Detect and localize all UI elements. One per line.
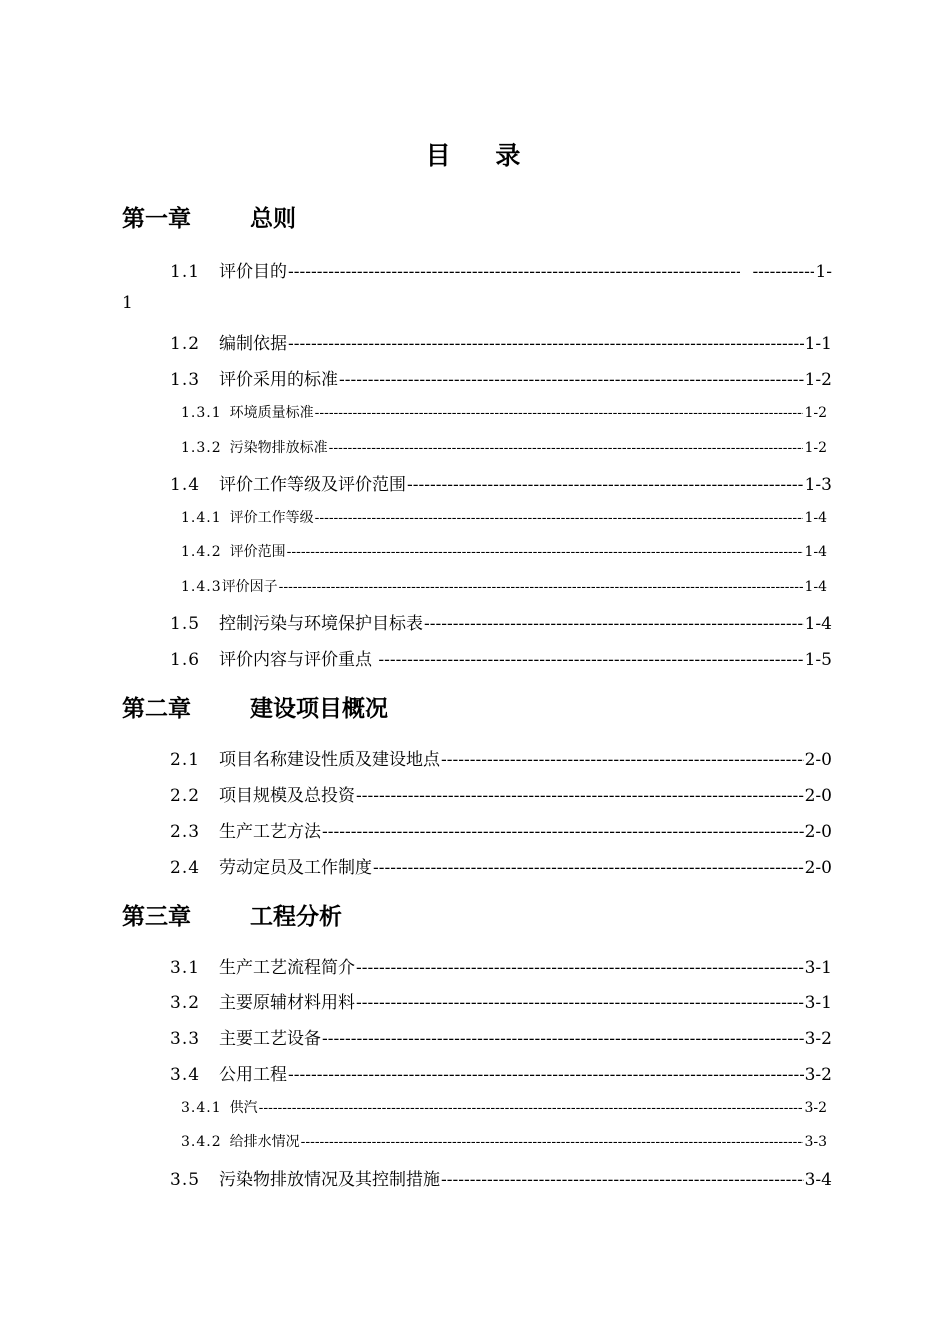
toc-title: 目 录: [425, 141, 539, 170]
chapter-heading: [122, 690, 388, 723]
entry-label: 评价内容与评价重点: [219, 650, 378, 670]
entry-number: 3.4.2: [181, 1134, 222, 1150]
entry-number: 3.2: [170, 993, 201, 1013]
entry-page: 2-0: [804, 822, 832, 842]
entry-number: 2.2: [170, 786, 201, 806]
dot-leader: [288, 262, 740, 282]
entry-label: 劳动定员及工作制度: [219, 858, 372, 878]
entry-page: 2-0: [804, 858, 832, 878]
entry-page: 3-4: [804, 1170, 832, 1190]
entry-page: 1-2: [804, 405, 827, 421]
entry-label: 给排水情况: [229, 1134, 300, 1150]
dot-leader: [279, 579, 804, 595]
dot-leader: [315, 405, 804, 421]
entry-number: 1.4: [170, 475, 201, 495]
chapter-heading: [122, 200, 296, 233]
entry-number: 3.5: [170, 1170, 201, 1190]
toc-entry[interactable]: [170, 470, 832, 495]
toc-entry[interactable]: [181, 437, 827, 457]
entry-page: 1-1: [804, 334, 832, 354]
entry-number: 1.1: [170, 262, 201, 282]
entry-page: 1-4: [804, 579, 827, 595]
entry-label: 评价因子: [221, 579, 278, 595]
dot-leader: [356, 993, 804, 1013]
dot-leader: [378, 650, 803, 670]
entry-label: 评价范围: [229, 544, 286, 560]
toc-entry[interactable]: [170, 1165, 832, 1190]
toc-entry[interactable]: [170, 853, 832, 878]
entry-page: 1-4: [804, 510, 827, 526]
entry-number: 2.1: [170, 750, 201, 770]
dot-leader: [356, 786, 804, 806]
toc-entry[interactable]: [170, 988, 832, 1013]
chapter-number: 第二章: [122, 696, 191, 722]
entry-label: 主要原辅材料用料: [219, 993, 355, 1013]
dot-leader: [356, 958, 804, 978]
entry-number: 1.2: [170, 334, 201, 354]
dot-leader: [407, 475, 804, 495]
entry-label: 项目规模及总投资: [219, 786, 355, 806]
entry-label: 环境质量标准: [229, 405, 314, 421]
toc-entry[interactable]: [181, 576, 827, 596]
toc-entry[interactable]: [170, 645, 832, 670]
entry-label: 主要工艺设备: [219, 1029, 321, 1049]
entry-page: 1-4: [804, 544, 827, 560]
entry-number: 2.3: [170, 822, 201, 842]
toc-entry[interactable]: [170, 365, 832, 390]
entry-label: 评价工作等级及评价范围: [219, 475, 406, 495]
entry-label: 编制依据: [219, 334, 287, 354]
entry-label: 评价工作等级: [229, 510, 314, 526]
dot-leader: [322, 1029, 804, 1049]
toc-entry[interactable]: [170, 257, 832, 282]
dot-leader: [315, 510, 804, 526]
entry-page: 2-0: [804, 750, 832, 770]
entry-number: 3.4.1: [181, 1100, 222, 1116]
entry-number: 1.3.1: [181, 405, 222, 421]
dot-leader: [259, 1100, 804, 1116]
entry-label: 生产工艺流程简介: [219, 958, 355, 978]
entry-number: 1.4.3: [181, 579, 222, 595]
entry-label: 生产工艺方法: [219, 822, 321, 842]
dot-leader: [752, 262, 814, 282]
entry-number: 3.3: [170, 1029, 201, 1049]
toc-entry[interactable]: [170, 1060, 832, 1085]
entry-number: 1.4.2: [181, 544, 222, 560]
toc-entry[interactable]: [170, 329, 832, 354]
entry-label: 污染物排放标准: [229, 440, 328, 456]
chapter-title: 工程分析: [250, 904, 342, 930]
entry-page: 3-1: [804, 958, 832, 978]
dot-leader: [373, 858, 804, 878]
dot-leader: [301, 1134, 804, 1150]
entry-label: 公用工程: [219, 1065, 287, 1085]
chapter-title: 总则: [250, 206, 296, 232]
toc-entry[interactable]: [181, 507, 827, 527]
toc-entry[interactable]: [170, 609, 832, 634]
entry-label: 污染物排放情况及其控制措施: [219, 1170, 440, 1190]
entry-page: 3-1: [804, 993, 832, 1013]
dot-leader: [424, 614, 804, 634]
entry-page: 3-2: [804, 1100, 827, 1116]
entry-page: 2-0: [804, 786, 832, 806]
dot-leader: [441, 1170, 804, 1190]
toc-entry[interactable]: [181, 402, 827, 422]
entry-label: 评价采用的标准: [219, 370, 338, 390]
entry-page: 3-2: [804, 1029, 832, 1049]
chapter-heading: [122, 898, 342, 931]
entry-page: 3-3: [804, 1134, 827, 1150]
toc-entry[interactable]: [170, 745, 832, 770]
entry-page: 1-5: [804, 650, 832, 670]
dot-leader: [441, 750, 804, 770]
entry-number: 1.4.1: [181, 510, 222, 526]
dot-leader: [322, 822, 804, 842]
dot-leader: [287, 544, 804, 560]
entry-label: 控制污染与环境保护目标表: [219, 614, 423, 634]
entry-label: 供汽: [229, 1100, 258, 1116]
entry-label: 项目名称建设性质及建设地点: [219, 750, 440, 770]
toc-entry[interactable]: [170, 1024, 832, 1049]
entry-number: 2.4: [170, 858, 201, 878]
toc-entry[interactable]: [181, 1131, 827, 1151]
dot-leader: [288, 334, 804, 354]
entry-page: 3-2: [804, 1065, 832, 1085]
entry-page: 1-2: [804, 440, 827, 456]
toc-entry[interactable]: [170, 781, 832, 806]
toc-entry[interactable]: [181, 1097, 827, 1117]
toc-entry[interactable]: [181, 541, 827, 561]
chapter-number: 第三章: [122, 904, 191, 930]
entry-number: 3.1: [170, 958, 201, 978]
entry-number: 1.5: [170, 614, 201, 634]
entry-page: 1-3: [804, 475, 832, 495]
entry-page: 1-2: [804, 370, 832, 390]
chapter-title: 建设项目概况: [250, 696, 388, 722]
entry-page: 1-4: [804, 614, 832, 634]
entry-number: 1.6: [170, 650, 201, 670]
entry-label: 评价目的: [219, 262, 287, 282]
dot-leader: [339, 370, 804, 390]
chapter-number: 第一章: [122, 206, 191, 232]
entry-number: 3.4: [170, 1065, 201, 1085]
dot-leader: [288, 1065, 804, 1085]
entry-number: 1.3.2: [181, 440, 222, 456]
dot-leader: [329, 440, 804, 456]
toc-entry[interactable]: [170, 953, 832, 978]
entry-number: 1.3: [170, 370, 201, 390]
entry-page: 1-: [815, 262, 832, 282]
entry-page-wrap: 1: [122, 293, 133, 313]
toc-entry[interactable]: [170, 817, 832, 842]
